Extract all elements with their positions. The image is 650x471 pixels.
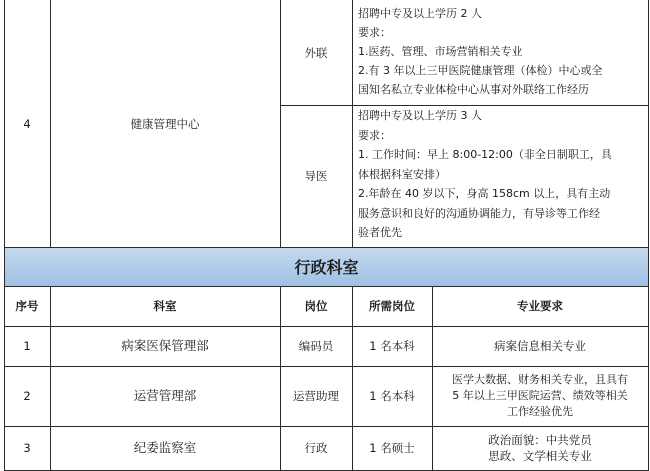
requirement-line: 验者优先 <box>358 226 402 239</box>
requirements-block <box>352 106 648 247</box>
requirement-line: 招聘中专及以上学历 3 人 <box>358 109 482 122</box>
requirement-line: 国知名私立专业体检中心从事对外联络工作经历 <box>358 83 589 96</box>
header-cell: 专业要求 <box>517 299 563 313</box>
table-cell: 行政 <box>304 441 328 455</box>
table-cell: 运营管理部 <box>133 388 197 403</box>
requirement-line: 1. 工作时间：早上 8:00-12:00（非全日制职工，具 <box>358 148 612 161</box>
requirement-line: 1.医药、管理、市场营销相关专业 <box>358 45 523 58</box>
table-cell: 1 名硕士 <box>369 441 415 455</box>
table-cell: 2 <box>23 389 31 403</box>
requirement-line: 要求： <box>358 26 391 39</box>
requirement-line: 思政、文学相关专业 <box>488 449 592 463</box>
table-cell: 运营助理 <box>293 389 339 403</box>
table-cell: 病案医保管理部 <box>121 338 209 353</box>
requirement-line: 2.有 3 年以上三甲医院健康管理（体检）中心或全 <box>358 64 603 77</box>
table-cell: 1 名本科 <box>369 389 415 403</box>
table-cell: 纪委监察室 <box>133 440 197 455</box>
requirement-line: 服务意识和良好的沟通协调能力，有导诊等工作经 <box>358 206 600 220</box>
header-cell: 科室 <box>153 299 177 313</box>
table-cell: 1 <box>23 339 31 353</box>
table-cell: 1 名本科 <box>369 339 415 353</box>
section-title: 行政科室 <box>294 258 359 277</box>
table-cell: 编码员 <box>298 339 334 353</box>
table-cell <box>432 326 648 366</box>
requirement-line: 5 年以上三甲医院运营、绩效等相关 <box>452 389 628 402</box>
table-cell <box>432 426 648 470</box>
position-title: 导医 <box>304 169 328 183</box>
requirement-line: 医学大数据、财务相关专业，且具有 <box>452 373 628 386</box>
requirement-line: 体根据科室安排） <box>358 167 446 181</box>
requirement-line: 病案信息相关专业 <box>494 339 586 353</box>
requirement-line: 政治面貌：中共党员 <box>488 433 592 447</box>
row-number: 4 <box>23 116 31 131</box>
requirement-line: 要求： <box>358 128 391 142</box>
header-cell: 所需岗位 <box>369 299 415 313</box>
header-cell: 序号 <box>15 299 39 313</box>
header-cell: 岗位 <box>304 299 328 313</box>
table-cell <box>432 366 648 426</box>
department-name: 健康管理中心 <box>130 116 200 131</box>
table-cell: 3 <box>23 441 31 455</box>
requirement-line: 2.年龄在 40 岁以下，身高 158cm 以上，具有主动 <box>358 187 611 200</box>
requirements-block <box>352 4 648 105</box>
requirement-line: 招聘中专及以上学历 2 人 <box>358 7 482 20</box>
requirement-line: 工作经验优先 <box>507 405 573 418</box>
position-title: 外联 <box>304 45 328 60</box>
